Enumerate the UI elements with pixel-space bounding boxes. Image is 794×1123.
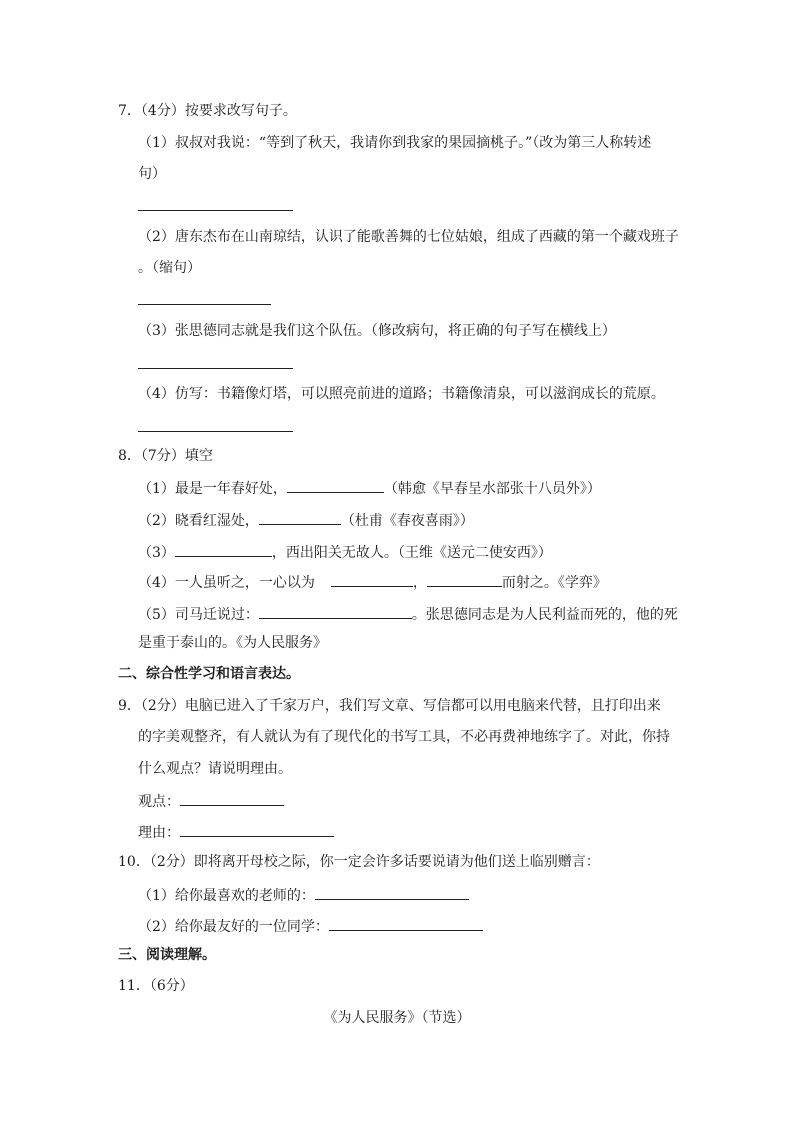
q7-item1-line2: 句） [138, 166, 166, 182]
q8-item4 [138, 571, 607, 593]
q10-item1-label: （1）给你最喜欢的老师的： [138, 888, 315, 904]
q7-item4-answer-line[interactable] [138, 431, 293, 432]
q8-item5-blank[interactable] [259, 603, 412, 619]
q7-item3-answer-line[interactable] [138, 368, 293, 369]
q8-item1-source: （韩愈《早春呈水部张十八员外》） [383, 481, 601, 497]
q11-passage-title: 《为人民服务》（节选） [323, 1010, 471, 1026]
q7-item2-line2: 。（缩句） [138, 260, 201, 276]
q7-item3: （3）张思德同志就是我们这个队伍。（修改病句，将正确的句子写在横线上） [138, 323, 616, 339]
q8-item2-prefix: （2）晓看红湿处， [138, 513, 259, 529]
q8-item4-comma: ， [412, 575, 427, 591]
q9-reason-blank[interactable] [180, 821, 334, 837]
q10-item2-label: （2）给你最友好的一位同学： [138, 919, 329, 935]
q9-viewpoint-blank[interactable] [180, 790, 284, 806]
q11-title: 11．（6分） [118, 978, 194, 994]
q8-item2-blank[interactable] [259, 509, 341, 525]
q7-item2-line1: （2）唐东杰布在山南琼结，认识了能歌善舞的七位姑娘，组成了西藏的第一个藏戏班子 [138, 229, 679, 245]
q9-line1: 9．（2分）电脑已进入了千家万户，我们写文章、写信都可以用电脑来代替，且打印出来 [118, 698, 661, 714]
q9-line3: 什么观点？请说明理由。 [138, 761, 292, 777]
q10-item1-blank[interactable] [315, 884, 469, 900]
q9-reason [138, 821, 334, 843]
q8-item3-prefix: （3） [138, 545, 175, 561]
q8-item4-blank1[interactable] [331, 571, 413, 587]
q8-title: 8．（7分）填空 [118, 448, 213, 464]
q9-viewpoint [138, 790, 284, 812]
q10-item1 [138, 884, 469, 906]
q8-item3 [138, 541, 552, 563]
q8-item1-blank[interactable] [287, 477, 384, 493]
q7-item1-answer-line[interactable] [138, 210, 293, 211]
q10-title: 10．（2分）即将离开母校之际，你一定会许多话要说请为他们送上临别赠言： [118, 854, 600, 870]
q9-reason-label: 理由： [138, 825, 180, 841]
q8-item5-prefix: （5）司马迁说过： [138, 607, 259, 623]
q8-item5-rest: 。张思德同志是为人民利益而死的，他的死 [411, 607, 678, 623]
q8-item3-blank[interactable] [175, 541, 272, 557]
q7-title: 7．（4分）按要求改写句子。 [118, 103, 297, 119]
q9-line2: 的字美观整齐，有人就认为有了现代化的书写工具，不必再费神地练字了。对此，你持 [138, 729, 670, 745]
q8-item4-blank2[interactable] [427, 571, 502, 587]
q8-item1-prefix: （1）最是一年春好处， [138, 481, 287, 497]
q8-item5-line2: 是重于泰山的。《为人民服务》 [138, 635, 327, 651]
q7-item4: （4）仿写：书籍像灯塔，可以照亮前进的道路；书籍像清泉，可以滋润成长的荒原。 [138, 386, 665, 402]
section-3-heading: 三、阅读理解。 [118, 947, 216, 963]
q8-item4-rest: 而射之。《学弈》 [501, 575, 607, 591]
q8-item2-source: （杜甫《春夜喜雨》） [340, 513, 474, 529]
q10-item2 [138, 915, 483, 937]
q7-item1-line1: （1）叔叔对我说：“等到了秋天，我请你到我家的果园摘桃子。”（改为第三人称转述 [138, 135, 652, 151]
q8-item4-prefix: （4）一人虽听之，一心以为 [138, 575, 315, 591]
q10-item2-blank[interactable] [329, 915, 483, 931]
q7-item2-answer-line[interactable] [138, 304, 271, 305]
q8-item5-line1 [138, 603, 678, 625]
q8-item3-rest: ，西出阳关无故人。（王维《送元二使安西》） [271, 545, 552, 561]
q9-viewpoint-label: 观点： [138, 794, 180, 810]
section-2-heading: 二、综合性学习和语言表达。 [118, 666, 300, 682]
q8-item1 [138, 477, 601, 499]
q8-item2 [138, 509, 474, 531]
